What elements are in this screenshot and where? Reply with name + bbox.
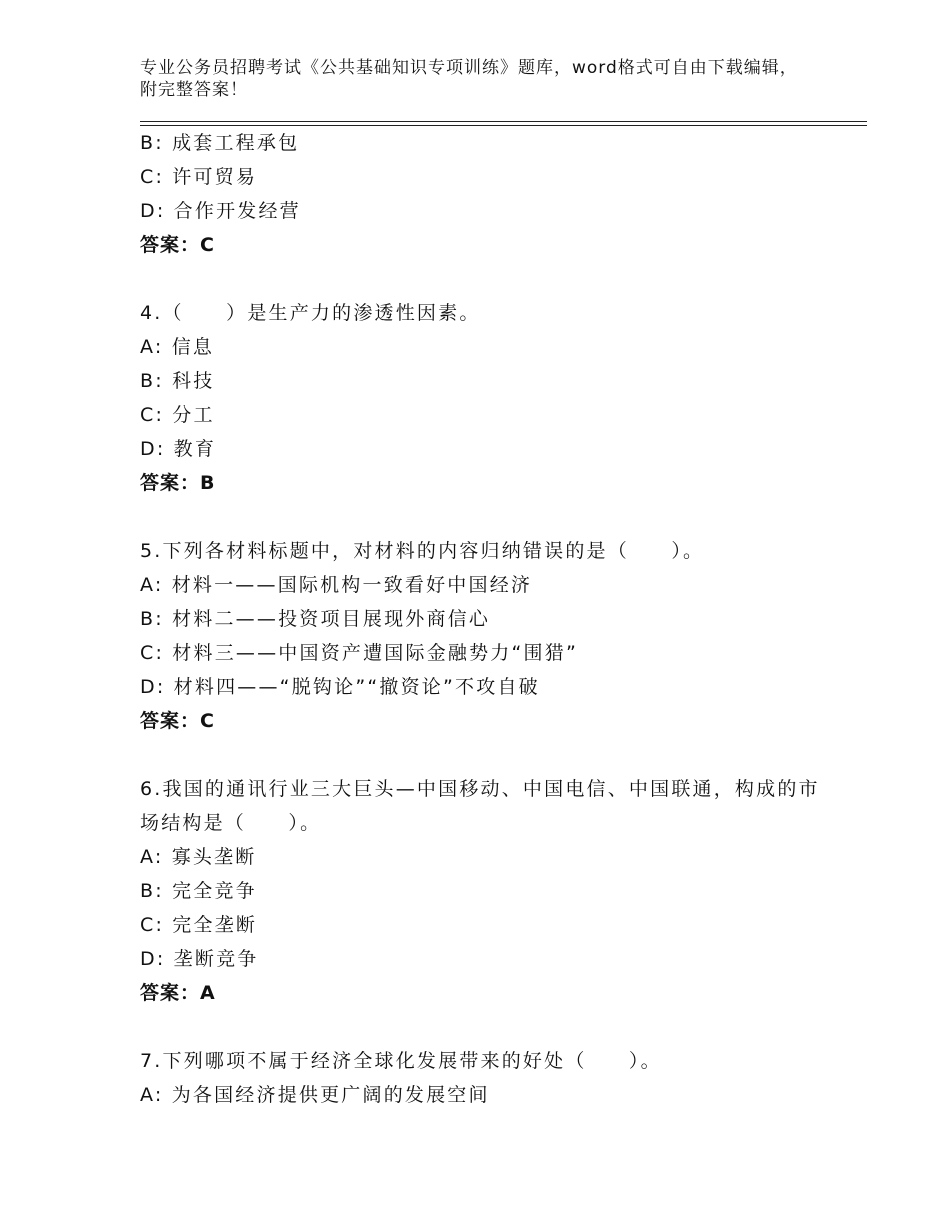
option-b: B: 材料二——投资项目展现外商信心 bbox=[140, 608, 491, 630]
option-c: C: 材料三——中国资产遭国际金融势力“围猎” bbox=[140, 642, 578, 664]
option-a: A: 信息 bbox=[140, 336, 215, 358]
option-b: B: 科技 bbox=[140, 370, 215, 392]
answer: 答案：B bbox=[140, 472, 216, 494]
option-a: A: 为各国经济提供更广阔的发展空间 bbox=[140, 1084, 490, 1106]
question-text: 4.（ ）是生产力的渗透性因素。 bbox=[140, 302, 481, 324]
block-spacer bbox=[140, 262, 830, 296]
question-list bbox=[140, 126, 830, 1112]
option-d: D: 教育 bbox=[140, 438, 217, 460]
question-block bbox=[140, 126, 830, 262]
question-text: 6.我国的通讯行业三大巨头—中国移动、中国电信、中国联通，构成的市场结构是（ ）。 bbox=[140, 778, 820, 834]
answer: 答案：C bbox=[140, 234, 215, 256]
header-rule bbox=[140, 121, 867, 122]
answer: 答案：A bbox=[140, 982, 216, 1004]
question-text: 5.下列各材料标题中，对材料的内容归纳错误的是（ ）。 bbox=[140, 540, 705, 562]
option-d: D: 材料四——“脱钩论”“撤资论”不攻自破 bbox=[140, 676, 540, 698]
block-spacer bbox=[140, 738, 830, 772]
option-a: A: 寡头垄断 bbox=[140, 846, 257, 868]
question-text: 7.下列哪项不属于经济全球化发展带来的好处（ ）。 bbox=[140, 1050, 662, 1072]
option-b: B: 完全竞争 bbox=[140, 880, 257, 902]
page-header: 专业公务员招聘考试《公共基础知识专项训练》题库，word格式可自由下载编辑，附完整答案！ bbox=[140, 58, 798, 100]
question-block bbox=[140, 534, 830, 738]
option-d: D: 合作开发经营 bbox=[140, 200, 301, 222]
question-block bbox=[140, 772, 830, 1010]
block-spacer bbox=[140, 500, 830, 534]
option-a: A: 材料一——国际机构一致看好中国经济 bbox=[140, 574, 533, 596]
question-block bbox=[140, 1044, 830, 1112]
option-c: C: 完全垄断 bbox=[140, 914, 258, 936]
answer: 答案：C bbox=[140, 710, 215, 732]
block-spacer bbox=[140, 1010, 830, 1044]
question-block bbox=[140, 296, 830, 500]
option-c: C: 许可贸易 bbox=[140, 166, 258, 188]
option-d: D: 垄断竞争 bbox=[140, 948, 259, 970]
option-c: C: 分工 bbox=[140, 404, 215, 426]
option-b: B: 成套工程承包 bbox=[140, 132, 300, 154]
